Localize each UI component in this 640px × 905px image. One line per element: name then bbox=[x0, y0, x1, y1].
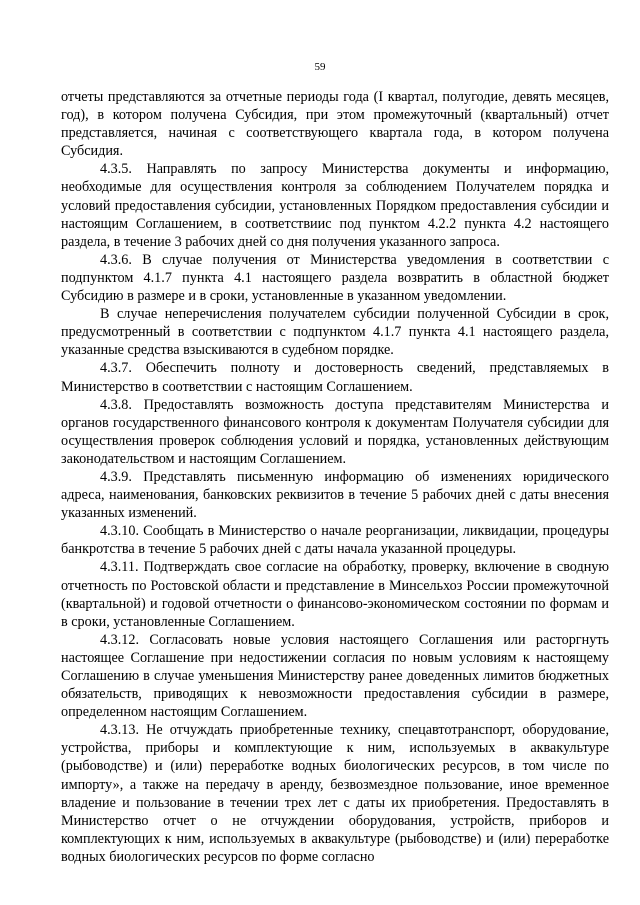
paragraph: 4.3.6. В случае получения от Министерства уведомления в соответствии с подпунктом 4.1.7 пункта 4.1 настоящего раздела возвратить в областной бюджет Субсидию в размере и в сроки, установленные в указанном уведомлении. bbox=[61, 251, 609, 305]
paragraph: 4.3.9. Представлять письменную информацию об изменениях юридического адреса, наименования, банковских реквизитов в течение 5 рабочих дней с даты внесения указанных изменений. bbox=[61, 468, 609, 522]
page-number: 59 bbox=[314, 61, 326, 73]
paragraph: отчеты представляются за отчетные периоды года (I квартал, полугодие, девять месяцев, год), в котором получена Субсидия, при этом промежуточный (квартальный) отчет представляется, начиная с соответствующего квартала года, в котором получена Субсидия. bbox=[61, 89, 609, 160]
paragraph: 4.3.11. Подтверждать свое согласие на обработку, проверку, включение в сводную отчетность по Ростовской области и представление в Минсельхоз России промежуточной (квартальной) и годовой отчетности о финансово-экономическом состоянии по формам и в сроки, установленные Соглашением. bbox=[61, 559, 609, 630]
paragraph: 4.3.7. Обеспечить полноту и достоверность сведений, представляемых в Министерство в соответствии с настоящим Соглашением. bbox=[61, 360, 609, 395]
document-body bbox=[61, 88, 609, 866]
paragraph: 4.3.12. Согласовать новые условия настоящего Соглашения или расторгнуть настоящее Соглашение при недостижении согласия по новым условиям к настоящему Соглашению в случае уменьшения Министерству ранее доведенных лимитов бюджетных обязательств, приводящих к невозможности предоставления субсидии в размере, определенном настоящим Соглашением. bbox=[61, 631, 609, 721]
paragraph: В случае неперечисления получателем субсидии полученной Субсидии в срок, предусмотренный в соответствии с подпунктом 4.1.7 пункта 4.1 настоящего раздела, указанные средства взыскиваются в судебном порядке. bbox=[61, 306, 609, 359]
paragraph: 4.3.10. Сообщать в Министерство о начале реорганизации, ликвидации, процедуры банкротства в течение 5 рабочих дней с даты начала указанной процедуры. bbox=[61, 523, 609, 558]
paragraph: 4.3.5. Направлять по запросу Министерства документы и информацию, необходимые для осуществления контроля за соблюдением Получателем порядка и условий предоставления субсидии, установленных Порядком предоставления субсидии и настоящим Соглашением, в соответствиис под пунктом 4.2.2 пункта 4.2 настоящего раздела, в течение 3 рабочих дней со дня получения указанного запроса. bbox=[61, 161, 609, 250]
paragraph: 4.3.8. Предоставлять возможность доступа представителям Министерства и органов государственного финансового контроля к документам Получателя субсидии для осуществления проверок соблюдения условий и порядка, установленных действующим законодательством и настоящим Соглашением. bbox=[61, 396, 609, 467]
paragraph: 4.3.13. Не отчуждать приобретенные технику, спецавтотранспорт, оборудование, устройства, приборы и комплектующие к ним, используемых в аквакультуре (рыбоводстве) и (или) переработке водных биологических ресурсов, в том числе по импорту», а также на передачу в аренду, безвозмездное пользование, иное временное владение и пользование в течении трех лет с даты их приобретения. Предоставлять в Министерство отчет о не отчуждении оборудования, устройств, приборов и комплектующих к ним, используемых в аквакультуре (рыбоводстве) и (или) переработке водных биологических ресурсов по форме согласно bbox=[61, 722, 609, 865]
